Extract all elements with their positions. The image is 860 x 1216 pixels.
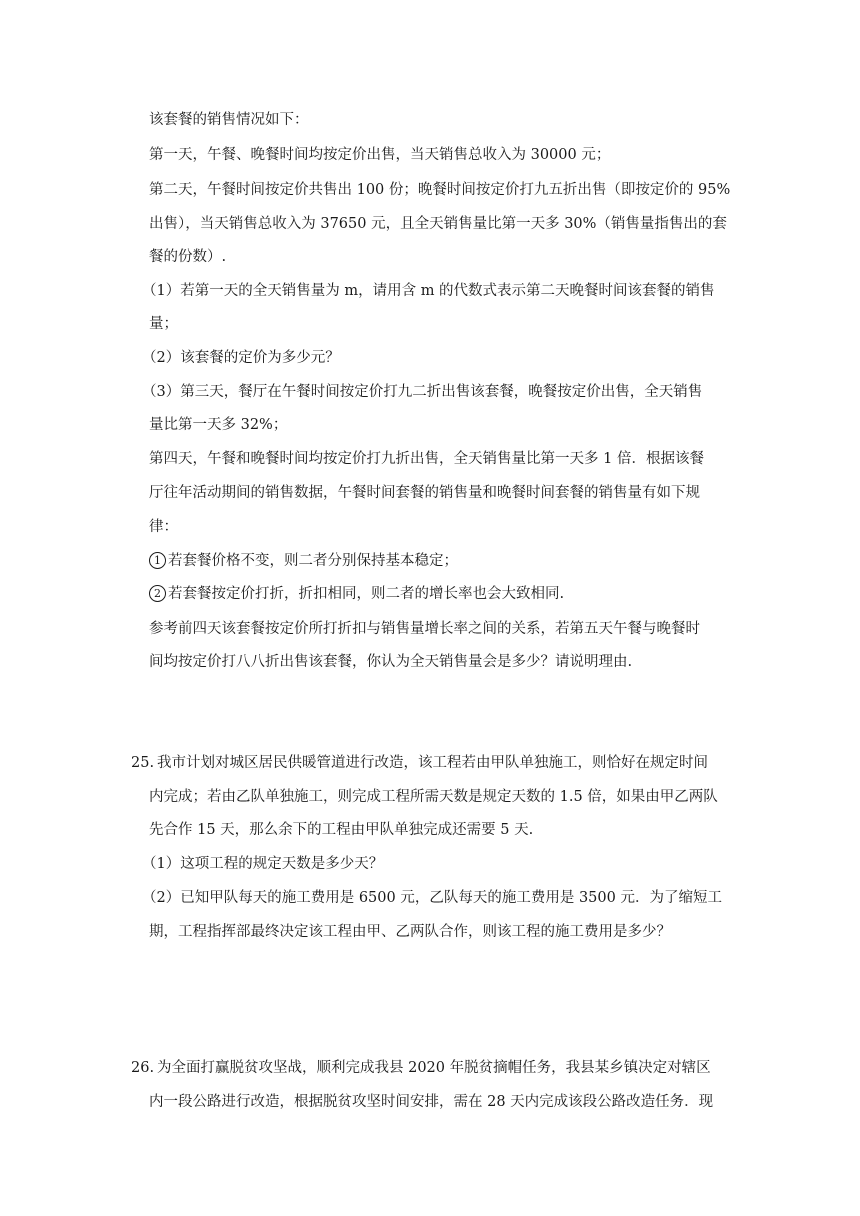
rule-1 [149, 551, 458, 571]
question-25-number: 25. [131, 755, 155, 771]
question-25-2-line2: 期，工程指挥部最终决定该工程由甲、乙两队合作，则该工程的施工费用是多少？ [149, 924, 671, 940]
question-26-line1: 为全面打赢脱贫攻坚战，顺利完成我县 2020 年脱贫摘帽任务，我县某乡镇决定对辖区 [157, 1060, 711, 1076]
question-25-line1: 我市计划对城区居民供暖管道进行改造，该工程若由甲队单独施工，则恰好在规定时间 [157, 755, 708, 771]
day4-text-line1: 第四天，午餐和晚餐时间均按定价打九折出售，全天销售量比第一天多 1 倍．根据该餐 [149, 451, 704, 467]
day4-text-line3: 律： [149, 519, 178, 535]
circled-number-1: 1 [149, 552, 166, 569]
circled-number-2: 2 [149, 585, 166, 602]
question-24-3-line1: （3）第三天，餐厅在午餐时间按定价打九二折出售该套餐，晚餐按定价出售，全天销售 [142, 384, 703, 400]
reference-text-line1: 参考前四天该套餐按定价所打折扣与销售量增长率之间的关系，若第五天午餐与晚餐时 [149, 621, 700, 637]
day4-text-line2: 厅往年活动期间的销售数据，午餐时间套餐的销售量和晚餐时间套餐的销售量有如下规 [149, 485, 700, 501]
day2-text-line1: 第二天，午餐时间按定价共售出 100 份；晚餐时间按定价打九五折出售（即按定价的 95% [149, 182, 731, 198]
sales-intro: 该套餐的销售情况如下： [149, 112, 309, 128]
rule-2-text: 若套餐按定价打折，折扣相同，则二者的增长率也会大致相同. [168, 586, 565, 602]
question-26-line2: 内一段公路进行改造，根据脱贫攻坚时间安排，需在 28 天内完成该段公路改造任务．现 [149, 1094, 714, 1110]
day2-text-line3: 餐的份数）. [149, 249, 227, 265]
question-25-line3: 先合作 15 天，那么余下的工程由甲队单独完成还需要 5 天. [149, 822, 534, 838]
question-26-number: 26. [131, 1060, 155, 1076]
question-24-1-line2: 量； [149, 316, 178, 332]
question-24-3-line2: 量比第一天多 32%； [149, 417, 288, 433]
question-24-2: （2）该套餐的定价为多少元？ [142, 350, 340, 366]
day1-text: 第一天，午餐、晚餐时间均按定价出售，当天销售总收入为 30000 元； [149, 147, 611, 163]
question-24-1-line1: （1）若第一天的全天销售量为 m，请用含 m 的代数式表示第二天晚餐时间该套餐的销售 [142, 283, 715, 299]
reference-text-line2: 间均按定价打八八折出售该套餐，你认为全天销售量会是多少？请说明理由. [149, 654, 633, 670]
rule-2 [149, 584, 564, 604]
question-25-1: （1）这项工程的规定天数是多少天？ [142, 856, 384, 872]
question-25-line2: 内完成；若由乙队单独施工，则完成工程所需天数是规定天数的 1.5 倍，如果由甲乙两队 [149, 789, 718, 805]
question-25-2-line1: （2）已知甲队每天的施工费用是 6500 元，乙队每天的施工费用是 3500 元．为了缩短工 [142, 890, 722, 906]
rule-1-text: 若套餐价格不变，则二者分别保持基本稳定； [168, 553, 458, 569]
day2-text-line2: 出售），当天销售总收入为 37650 元，且全天销售量比第一天多 30%（销售量指售出的套 [149, 216, 727, 232]
